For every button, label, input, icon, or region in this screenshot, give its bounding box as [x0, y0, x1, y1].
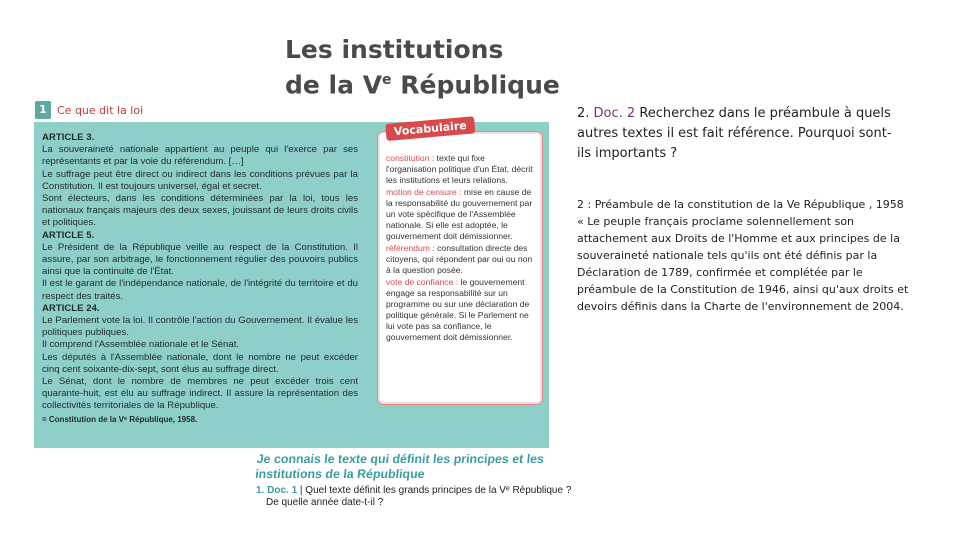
question-reference: 1. Doc. 1 [256, 485, 298, 496]
article-3-heading: ARTICLE 3. [42, 132, 95, 143]
article-3-paragraph: Le suffrage peut être direct ou indirect dans les conditions prévues par la Constitution. Il est toujours universel, égal et secret. [42, 168, 358, 192]
task-number: 2. [577, 106, 594, 121]
vocabulary-entry [386, 243, 536, 276]
task-instruction [577, 104, 897, 164]
question-block [256, 452, 586, 509]
question-line-1 [256, 485, 586, 497]
title-superscript: e [382, 72, 392, 88]
question-heading: Je connais le texte qui définit les principes et les institutions de la République [254, 452, 545, 481]
section-number-badge: 1 [35, 101, 51, 119]
task-text: Recherchez dans le préambule à quels autres textes il est fait référence. Pourquoi sont-ils importants ? [577, 106, 892, 161]
vocabulary-entry [386, 187, 536, 242]
source-citation: = Constitution de la Vᵉ République, 1958. [42, 414, 198, 424]
title-line-1: Les institutions [285, 35, 504, 64]
vocabulary-entry [386, 153, 536, 186]
title-line-2-end: République [391, 70, 560, 100]
vocabulary-definition: mise en cause de la responsabilité du gouvernement par un vote spécifique de l'Assemblée nationale. Si elle est adoptée, le gouvernement doit démissionner. [386, 187, 533, 241]
vocabulary-entry [386, 277, 536, 343]
article-24-paragraph: Le Sénat, dont le nombre de membres ne peut excéder trois cent quarante-huit, est élu au suffrage indirect. Il assure la représentation des collectivités territoriales de la République. [42, 376, 358, 412]
article-5-paragraph: Le Président de la République veille au respect de la Constitution. Il assure, par son arbitrage, le fonctionnement régulier des pouvoirs publics ainsi que la continuité de l'État. [42, 241, 358, 278]
vocabulary-term: motion de censure : [386, 187, 462, 197]
vocabulary-definition: le gouvernement engage sa responsabilité sur un programme ou sur une déclaration de politique générale. Si le Parlement ne lui vote pas sa confiance, le gouvernement doit démissionner. [386, 277, 530, 342]
task-doc-label: Doc. 2 [593, 106, 636, 121]
question-line-1-text: | Quel texte définit les grands principes de la Vᵉ République ? [297, 485, 572, 496]
article-5-heading: ARTICLE 5. [42, 229, 95, 241]
vocabulary-term: vote de confiance : [386, 277, 459, 287]
preamble-excerpt [577, 196, 922, 315]
article-24-paragraph: Les députés à l'Assemblée nationale, dont le nombre ne peut excéder cinq cent soixante-dix-sept, sont élus au suffrage direct. [42, 351, 358, 375]
question-text [256, 485, 586, 509]
title-line-2 [285, 65, 560, 100]
vocabulary-definition: consultation directe des citoyens, qui répondent par oui ou non à la question posée. [386, 243, 533, 275]
article-3-paragraph: La souveraineté nationale appartient au peuple qui l'exerce par ses représentants et par la voie du référendum. […] [42, 144, 358, 168]
page-title [285, 34, 560, 100]
vocabulary-definition: texte qui fixe l'organisation politique d'un État, décrit les institutions et leurs relations. [386, 153, 533, 185]
title-line-2-start: de la V [285, 70, 383, 100]
preamble-body: « Le peuple français proclame solennellement son attachement aux Droits de l'Homme et aux principes de la souveraineté nationale tels qu'ils ont été définis par la Déclaration de 1789, confirmée et complétée par le préambule de la Constitution de 1946, ainsi qu'aux droits et devoirs définis dans la Charte de l'environnement de 2004. [577, 215, 909, 313]
article-3-paragraph: Sont électeurs, dans les conditions déterminées par la loi, tous les nationaux français majeurs des deux sexes, jouissant de leurs droits civils et politiques. [42, 193, 358, 229]
article-5-paragraph: Il est le garant de l'indépendance nationale, de l'intégrité du territoire et du respect des traités. [42, 278, 358, 302]
vocabulary-term: constitution : [386, 153, 435, 163]
section-label: Ce que dit la loi [57, 104, 144, 117]
article-24-paragraph: Le Parlement vote la loi. Il contrôle l'action du Gouvernement. Il évalue les politiques publiques. [42, 315, 358, 339]
question-line-2: De quelle année date-t-il ? [266, 497, 384, 508]
vocabulary-title: Vocabulaire [385, 116, 475, 141]
article-24-paragraph: Il comprend l'Assemblée nationale et le Sénat. [42, 339, 240, 351]
constitution-articles [42, 132, 358, 426]
preamble-heading: 2 : Préambule de la constitution de la Ve République , 1958 [577, 198, 904, 211]
vocabulary-entries [386, 153, 536, 344]
vocabulary-term: référendum : [386, 243, 435, 253]
article-24-heading: ARTICLE 24. [42, 302, 100, 314]
